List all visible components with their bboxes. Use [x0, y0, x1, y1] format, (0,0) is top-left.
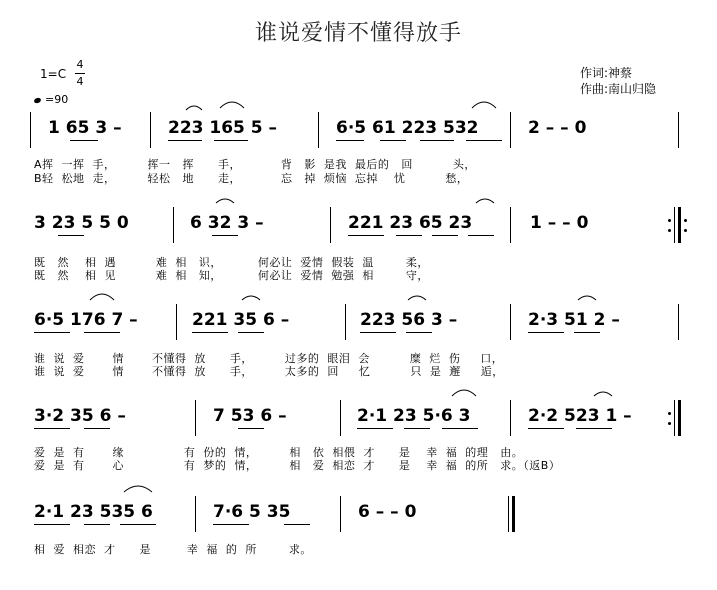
beam-underline	[574, 332, 600, 333]
measure-notes: 7·6 5 35	[213, 502, 291, 522]
lyric-line: 谁 说 爱 情 不懂得 放 手， 太多的 回 忆 只 是 邂 逅，	[34, 365, 504, 378]
beam-underline	[576, 428, 612, 429]
barline	[195, 496, 196, 532]
repeat-dot	[668, 229, 671, 232]
barline	[678, 400, 681, 436]
beam-underline	[357, 428, 393, 429]
barline	[510, 304, 511, 340]
beam-underline	[70, 140, 98, 141]
beam-underline	[192, 332, 228, 333]
slur-icon	[592, 388, 614, 398]
measure-notes: 223 165 5 –	[168, 118, 278, 138]
slur-icon	[474, 195, 496, 205]
barline	[176, 304, 177, 340]
lyric-line: 既 然 相 见 难 相 知， 何必让 爱情 勉强 相 守，	[34, 269, 429, 282]
time-signature-bottom: 4	[76, 75, 84, 88]
beam-underline	[238, 428, 264, 429]
beam-underline	[442, 428, 478, 429]
lyric-line: 既 然 相 遇 难 相 识， 何必让 爱情 假装 温 柔，	[34, 256, 429, 269]
barline	[510, 400, 511, 436]
beam-underline	[34, 332, 70, 333]
measure-notes: 221 35 6 –	[192, 310, 290, 330]
time-signature-top: 4	[76, 58, 84, 71]
tempo-value: =90	[45, 93, 69, 106]
measure-notes: 2·2 523 1 –	[528, 406, 632, 426]
beam-underline	[468, 235, 494, 236]
measure-notes: 1 – – 0	[530, 213, 589, 233]
barline	[173, 207, 174, 243]
lyric-line: A挥 一挥 手， 挥一 挥 手， 背 影 是我 最后的 回 头，	[34, 158, 476, 171]
beam-underline	[466, 140, 502, 141]
slur-icon	[218, 98, 246, 110]
slur-icon	[240, 292, 262, 302]
measure-notes: 6·5 176 7 –	[34, 310, 138, 330]
slur-icon	[184, 102, 204, 112]
quarter-note-icon	[33, 96, 41, 103]
beam-underline	[34, 524, 70, 525]
barline	[678, 112, 679, 148]
measure-notes: 6 32 3 –	[190, 213, 264, 233]
repeat-dot	[684, 219, 687, 222]
beam-underline	[406, 332, 432, 333]
repeat-dot	[684, 229, 687, 232]
barline	[150, 112, 151, 148]
barline	[674, 207, 675, 243]
barline	[512, 496, 515, 532]
time-signature	[75, 58, 85, 89]
barline	[508, 496, 509, 532]
beam-underline	[34, 428, 70, 429]
beam-underline	[348, 235, 384, 236]
beam-underline	[238, 332, 264, 333]
beam-underline	[58, 235, 84, 236]
slur-icon	[470, 98, 498, 110]
beam-underline	[84, 524, 110, 525]
measure-notes: 2·1 23 535 6	[34, 502, 153, 522]
beam-underline	[212, 235, 238, 236]
measure-notes: 2·1 23 5·6 3	[357, 406, 471, 426]
beam-underline	[360, 332, 396, 333]
barline	[510, 207, 511, 243]
beam-underline	[213, 524, 249, 525]
beam-underline	[214, 140, 248, 141]
barline	[330, 207, 331, 243]
beam-underline	[84, 332, 120, 333]
slur-icon	[450, 386, 478, 398]
barline	[674, 400, 675, 436]
barline	[345, 304, 346, 340]
measure-notes: 6 – – 0	[358, 502, 417, 522]
barline	[678, 304, 679, 340]
barline	[510, 112, 511, 148]
barline	[318, 112, 319, 148]
beam-underline	[120, 524, 156, 525]
lyric-line: 相 爱 相恋 才 是 幸 福 的 所 求。	[34, 543, 312, 556]
tempo-marking	[34, 93, 68, 106]
measure-notes: 1 65 3 –	[48, 118, 122, 138]
measure-notes: 2 – – 0	[528, 118, 587, 138]
measure-notes: 223 56 3 –	[360, 310, 458, 330]
barline	[195, 400, 196, 436]
beam-underline	[396, 235, 422, 236]
beam-underline	[420, 140, 454, 141]
beam-underline	[380, 140, 406, 141]
measure-notes: 3·2 35 6 –	[34, 406, 126, 426]
lyric-line: 爱 是 有 心 有 梦的 情， 相 爱 相恋 才 是 幸 福 的所 求。（返B）	[34, 459, 561, 472]
time-signature-bar	[75, 73, 85, 74]
beam-underline	[284, 524, 310, 525]
barline	[340, 496, 341, 532]
measure-notes: 6·5 61 223 532	[336, 118, 479, 138]
beam-underline	[84, 428, 110, 429]
repeat-dot	[668, 219, 671, 222]
measure-notes: 7 53 6 –	[213, 406, 287, 426]
measure-notes: 3 23 5 5 0	[34, 213, 129, 233]
beam-underline	[432, 235, 458, 236]
barline	[678, 207, 681, 243]
beam-underline	[336, 140, 364, 141]
beam-underline	[168, 140, 202, 141]
lyricist-credit: 作词:神蔡	[580, 66, 633, 80]
repeat-dot	[668, 422, 671, 425]
slur-icon	[88, 290, 116, 302]
beam-underline	[404, 428, 430, 429]
slur-icon	[406, 292, 428, 302]
lyric-line: 谁 说 爱 情 不懂得 放 手， 过多的 眼泪 会 糜 烂 伤 口，	[34, 352, 504, 365]
composer-credit: 作曲:南山归隐	[580, 82, 657, 96]
beam-underline	[528, 428, 564, 429]
barline	[340, 400, 341, 436]
key-signature: 1=C	[40, 67, 67, 81]
measure-notes: 221 23 65 23	[348, 213, 473, 233]
song-title: 谁说爱情不懂得放手	[254, 21, 462, 46]
barline	[30, 112, 31, 148]
lyric-line: B轻 松地 走， 轻松 地 走， 忘 掉 烦恼 忘掉 忧 愁，	[34, 172, 469, 185]
slur-icon	[122, 482, 154, 494]
beam-underline	[528, 332, 564, 333]
lyric-line: 爱 是 有 缘 有 份的 情， 相 依 相偎 才 是 幸 福 的理 由。	[34, 446, 524, 459]
slur-icon	[214, 195, 236, 205]
measure-notes: 2·3 51 2 –	[528, 310, 620, 330]
repeat-dot	[668, 412, 671, 415]
slur-icon	[576, 292, 598, 302]
